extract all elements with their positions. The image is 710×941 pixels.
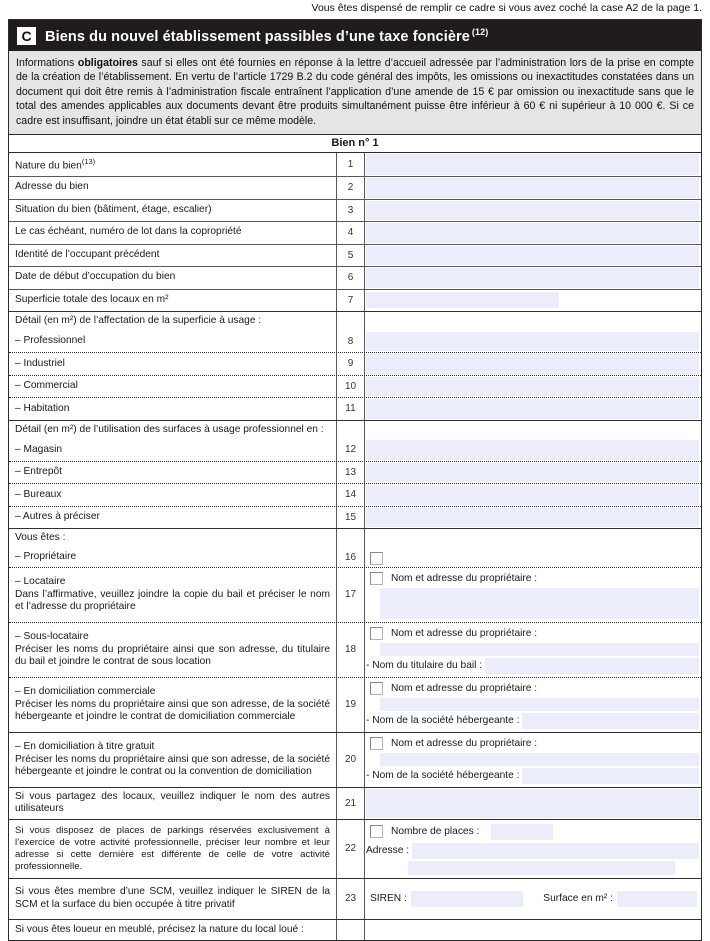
row-label-cell [9, 290, 337, 312]
checkbox-label: Nom et adresse du propriétaire : [391, 737, 538, 749]
table-row [9, 331, 701, 353]
row-number: 17 [337, 568, 365, 622]
row-number: 19 [337, 678, 365, 732]
group-header-row [9, 528, 701, 548]
group-header-row [9, 420, 701, 440]
row-label-cell [9, 439, 337, 461]
row-label: Identité de l’occupant précédent [15, 248, 160, 260]
checkbox[interactable] [370, 737, 383, 750]
checkbox-label: Nombre de places : [391, 826, 480, 838]
table-row [9, 244, 701, 267]
row-label: Le cas échéant, numéro de lot dans la copropriété [15, 226, 242, 238]
input-field[interactable] [522, 768, 699, 784]
checkbox-label: Nom et adresse du propriétaire : [391, 627, 538, 639]
input-field[interactable] [522, 713, 699, 729]
row-number: 11 [337, 398, 365, 420]
row-label: – Propriétaire [15, 551, 77, 562]
table-row [9, 397, 701, 420]
section-footnote-ref: (12) [471, 26, 489, 37]
input-label: - Nom de la société hébergeante : [366, 770, 520, 782]
row-label-cell [9, 820, 337, 878]
row-value-cell [365, 312, 701, 331]
row-description: Préciser les noms du propriétaire ainsi que son adresse, de la société hébergeante et joindre le contrat ou la convention de domiciliation [15, 753, 330, 778]
row-label-cell [9, 222, 337, 244]
bien-number-header: Bien n° 1 [9, 135, 701, 153]
row-number: 8 [337, 331, 365, 353]
row-label-cell [9, 507, 337, 529]
row-label: Détail (en m²) de l’utilisation des surfaces à usage professionnel en : [15, 423, 324, 435]
row-label: – Autres à préciser [15, 511, 100, 523]
table-row [9, 266, 701, 289]
row-number: 15 [337, 507, 365, 529]
row-label: Situation du bien (bâtiment, étage, escalier) [15, 203, 212, 215]
row-label-cell [9, 200, 337, 222]
input-field[interactable] [366, 223, 699, 243]
row-value-cell [365, 177, 701, 199]
surface-label: Surface en m² : [543, 893, 613, 905]
form-page [8, 0, 702, 941]
input-field[interactable] [380, 643, 699, 656]
row-value-cell [365, 439, 701, 461]
labeled-input-line [366, 843, 699, 859]
checkbox-label: Nom et adresse du propriétaire : [391, 572, 538, 584]
row-label: – En domiciliation commerciale [15, 685, 156, 697]
row-value-cell [365, 267, 701, 289]
dispense-note: Vous êtes dispensé de remplir ce cadre si vous avez coché la case A2 de la page 1. [311, 2, 702, 14]
row-label-cell [9, 331, 337, 353]
row-label-cell [9, 177, 337, 199]
checkbox[interactable] [370, 627, 383, 640]
row-label: – Bureaux [15, 488, 62, 500]
checkbox-line [366, 679, 699, 696]
table-row [9, 567, 701, 622]
row-label-cell [9, 678, 337, 732]
section-title [45, 27, 488, 45]
siren-label: SIREN : [370, 893, 407, 905]
table-row [9, 622, 701, 677]
row-label: – Habitation [15, 402, 70, 414]
table-row [9, 677, 701, 732]
row-value-cell [365, 820, 701, 878]
row-number [337, 529, 365, 548]
labeled-input-line [366, 658, 699, 674]
row-label-cell [9, 462, 337, 484]
row-number: 14 [337, 484, 365, 506]
input-field[interactable] [366, 154, 699, 175]
row-value-cell [365, 421, 701, 440]
row-label-cell [9, 398, 337, 420]
input-label: Adresse : [366, 845, 410, 857]
row-label-cell [9, 879, 337, 919]
row-label-cell [9, 353, 337, 375]
row-label-cell [9, 312, 337, 331]
row-label: Adresse du bien [15, 181, 89, 193]
labeled-input-line [366, 768, 699, 784]
table-row [9, 289, 701, 312]
row-number [337, 312, 365, 331]
checkbox-line [366, 549, 699, 566]
row-value-cell [365, 623, 701, 677]
siren-input-field[interactable] [411, 891, 523, 907]
row-label: – Sous-locataire [15, 630, 89, 642]
table-row [9, 352, 701, 375]
row-value-cell [365, 376, 701, 398]
input-field[interactable] [366, 332, 699, 352]
row-number: 7 [337, 290, 365, 312]
table-row [9, 153, 701, 176]
row-label-cell [9, 920, 337, 940]
input-field[interactable] [366, 463, 699, 483]
row-value-cell [365, 529, 701, 548]
checkbox[interactable] [370, 552, 383, 565]
row-number: 16 [337, 548, 365, 567]
row-value-cell [365, 879, 701, 919]
row-value-cell [365, 920, 701, 940]
address-input-field[interactable] [412, 843, 699, 859]
row-label-cell [9, 376, 337, 398]
section-title-text: Biens du nouvel établissement passibles d’une taxe foncière [45, 28, 470, 45]
row-label: Détail (en m²) de l’affectation de la superficie à usage : [15, 315, 262, 327]
row-number: 12 [337, 439, 365, 461]
row-number: 5 [337, 245, 365, 267]
row-label: Si vous êtes membre d’une SCM, veuillez indiquer le SIREN de la SCM et la surface du bien occupée à titre privatif [15, 886, 330, 910]
checkbox[interactable] [370, 572, 383, 585]
row-number: 21 [337, 788, 365, 819]
row-label-cell [9, 623, 337, 677]
row-number: 10 [337, 376, 365, 398]
section-header [9, 20, 701, 51]
table-row [9, 919, 701, 940]
row-label: Superficie totale des locaux en m² [15, 293, 169, 305]
input-field[interactable] [366, 789, 699, 818]
row-number: 9 [337, 353, 365, 375]
checkbox[interactable] [370, 825, 383, 838]
row-label: Date de début d’occupation du bien [15, 271, 176, 283]
row-label: Vous êtes : [15, 532, 66, 544]
row-value-cell [365, 548, 701, 567]
info-bold-word: obligatoires [77, 57, 138, 69]
row-value-cell [365, 290, 701, 312]
row-value-cell [365, 733, 701, 787]
input-field[interactable] [366, 178, 699, 198]
table-row [9, 199, 701, 222]
footnote-ref: (13) [81, 157, 96, 167]
checkbox[interactable] [370, 682, 383, 695]
row-value-cell [365, 484, 701, 506]
checkbox-line [366, 569, 699, 586]
row-label-cell [9, 153, 337, 176]
row-value-cell [365, 398, 701, 420]
row-value-cell [365, 507, 701, 529]
input-field[interactable] [366, 485, 699, 505]
table-row [9, 878, 701, 919]
row-number: 1 [337, 153, 365, 176]
row-value-cell [365, 353, 701, 375]
table-row [9, 819, 701, 878]
row-value-cell [365, 331, 701, 353]
table-row [9, 506, 701, 529]
row-number: 4 [337, 222, 365, 244]
row-label: – Industriel [15, 357, 65, 369]
table-row [9, 732, 701, 787]
row-label: – En domiciliation à titre gratuit [15, 740, 155, 752]
row-label: – Professionnel [15, 335, 86, 347]
input-label: - Nom du titulaire du bail : [366, 660, 483, 672]
row-value-cell [365, 200, 701, 222]
row-value-cell [365, 568, 701, 622]
row-number: 6 [337, 267, 365, 289]
group-header-row [9, 311, 701, 331]
info-text-body: sauf si elles ont été fournies en réponse à la lettre d’accueil adressée par l’administration lors de la prise en compte de la création de l’établissement. En vertu de l’article 1729 B.2 du code général des impôts, les omissions ou inexactitudes constatées dans un document qui doit être remis à l’administration fiscale entraînent l’application d’une amende de 15 € par omission ou inexactitude sans que le total des amendes applicables aux documents devant être produits simultanément puisse être inférieur à 60 € ni supérieur à 10 000 €. Si ce cadre est insuffisant, joindre un état établi sur ce même modèle. [16, 57, 694, 127]
row-label-cell [9, 245, 337, 267]
row-value-cell [365, 222, 701, 244]
input-field[interactable] [366, 292, 559, 308]
row-value-cell [365, 462, 701, 484]
places-input-field[interactable] [491, 824, 553, 840]
row-value-cell [365, 788, 701, 819]
row-number [337, 920, 365, 940]
row-label: Nature du bien$^{(13)}$ [15, 157, 96, 172]
row-label-cell [9, 529, 337, 548]
row-number [337, 421, 365, 440]
section-letter-badge: C [17, 27, 36, 45]
row-label: – Entrepôt [15, 466, 63, 478]
row-label-cell [9, 548, 337, 567]
input-field[interactable] [366, 377, 699, 397]
input-label: - Nom de la société hébergeante : [366, 715, 520, 727]
checkbox-line [366, 821, 699, 841]
row-label: Si vous partagez des locaux, veuillez indiquer le nom des autres utilisateurs [15, 790, 330, 815]
row-description: Dans l’affirmative, veuillez joindre la copie du bail et préciser le nom et l’adresse du propriétaire [15, 588, 330, 613]
row-number: 3 [337, 200, 365, 222]
row-label-cell [9, 267, 337, 289]
info-text-start: Informations [16, 57, 78, 69]
input-field[interactable] [380, 698, 699, 711]
row-label-cell [9, 484, 337, 506]
row-description: Préciser les noms du propriétaire ainsi que son adresse, du titulaire du bail et joindre le contrat de sous location [15, 643, 330, 668]
address-input-field-2[interactable] [408, 861, 675, 875]
input-field[interactable] [366, 399, 699, 419]
checkbox-label: Nom et adresse du propriétaire : [391, 682, 538, 694]
input-field[interactable] [366, 354, 699, 374]
row-label: – Locataire [15, 575, 66, 587]
row-label-cell [9, 788, 337, 819]
input-field[interactable] [380, 753, 699, 766]
table-row [9, 439, 701, 461]
input-area[interactable] [380, 588, 699, 619]
row-number: 20 [337, 733, 365, 787]
input-field[interactable] [485, 658, 699, 674]
input-field[interactable] [366, 508, 699, 528]
form-table [9, 153, 701, 940]
checkbox-line [366, 624, 699, 641]
checkbox-line [366, 734, 699, 751]
table-row [9, 375, 701, 398]
table-row [9, 787, 701, 819]
row-label-cell [9, 421, 337, 440]
section-c-frame [8, 19, 702, 941]
row-number: 13 [337, 462, 365, 484]
row-label: Si vous êtes loueur en meublé, précisez la nature du local loué : [15, 923, 304, 935]
table-row [9, 461, 701, 484]
row-value-cell [365, 678, 701, 732]
table-row [9, 483, 701, 506]
row-number: 18 [337, 623, 365, 677]
table-row [9, 176, 701, 199]
siren-line [366, 880, 699, 918]
row-number: 2 [337, 177, 365, 199]
input-field[interactable] [366, 268, 699, 288]
row-label: – Commercial [15, 380, 78, 392]
row-label: Si vous disposez de places de parkings réservées exclusivement à l’exercice de votre activité professionnelle, préciser leur nombre et leur adresse si cette dernière est différente de celle de votre activité professionnelle. [15, 825, 330, 872]
input-field[interactable] [366, 440, 699, 460]
row-number: 22 [337, 820, 365, 878]
labeled-input-line [366, 713, 699, 729]
row-label-cell [9, 568, 337, 622]
row-label: – Magasin [15, 443, 63, 455]
row-value-cell [365, 153, 701, 176]
surface-input-field[interactable] [617, 891, 697, 907]
row-number: 23 [337, 879, 365, 919]
input-field[interactable] [366, 201, 699, 221]
row-description: Préciser les noms du propriétaire ainsi que son adresse, de la société hébergeante et joindre le contrat de domiciliation commerciale [15, 698, 330, 723]
mandatory-info-paragraph [9, 51, 701, 135]
table-row [9, 548, 701, 567]
row-label-cell [9, 733, 337, 787]
row-value-cell [365, 245, 701, 267]
input-field[interactable] [366, 246, 699, 266]
table-row [9, 221, 701, 244]
